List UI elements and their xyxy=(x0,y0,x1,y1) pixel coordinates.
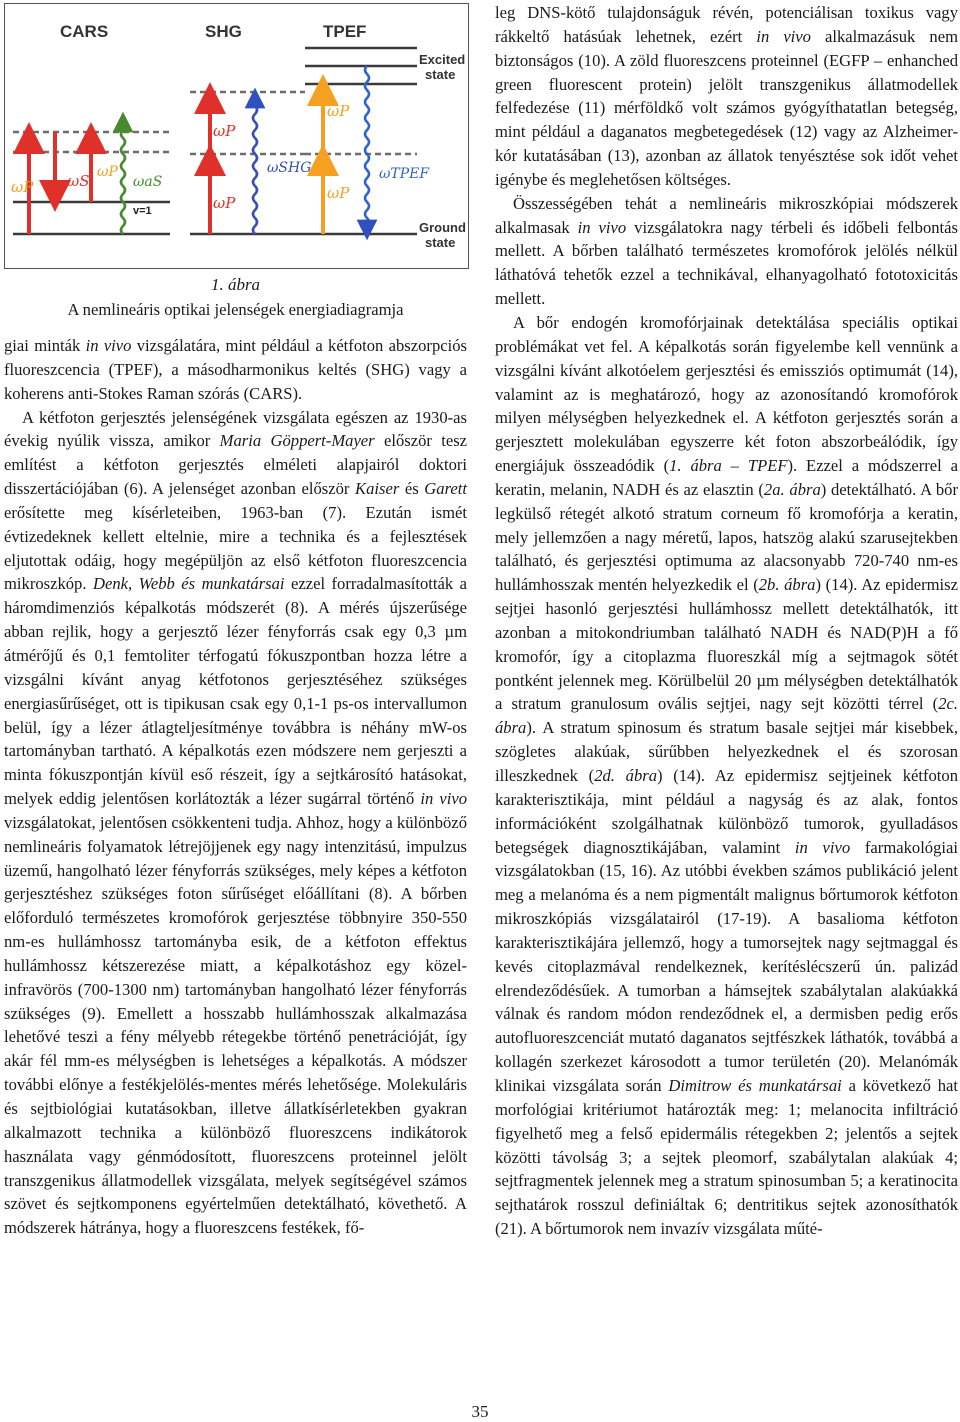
figure-caption-number: 1. ábra xyxy=(210,275,261,294)
cars-wp-label: ωP xyxy=(11,178,34,196)
tpef-wp-lower-label: ωP xyxy=(327,184,350,202)
cars-ws-label: ωS xyxy=(67,172,90,190)
shg-wp-lower-label: ωP xyxy=(213,194,236,212)
shg-wshg-label: ωSHG xyxy=(267,160,312,176)
cars-v1-label: v=1 xyxy=(133,205,152,217)
right-paragraph: Összességében tehát a nemlineáris mikroszkópiai módszerek alkalmasak in vivo vizsgálatokra nagy térbeli és időbeli felbontás mellett. A bőrben található természetes kromofórok jelölés nélkül láthatóvá tehetők ezzel a technikával, elhanyagolható fototoxicitás mellett. xyxy=(495,193,958,309)
right-text-column xyxy=(495,1,958,1241)
excited-state-label: Excited state xyxy=(419,52,466,82)
left-paragraph: A kétfoton gerjesztés jelenségének vizsgálata egészen az 1930-as évekig nyúlik vissza, amikor Maria Göppert-Mayer először tesz említést a kétfoton gerjesztés elméleti alapjairól doktori disszertációjában (6). A jelenséget azonban először Kaiser és Garett erősítette meg kísérleteiben, 1963-ban (7). Ezután ismét évtizedeknek kellett eltelnie, mire a technika és a fejlesztések eljutottak odáig, hogy megépüljön az első kétfoton fluoreszcencia mikroszkóp. Denk, Webb és munkatársai ezzel forradalmasították a háromdimenziós képalkotás módszerét (8). A mérés újszerűsége abban rejlik, hogy a gerjesztő lézer fényforrás csak egy 0,3 µm átmérőjű és 0,1 femtoliter térfogatú fókuszpontban hozza létre a vizsgálni kívánt anyag kétfotonos gerjesztéséhez szükséges energiasűrűséget, ott is tipikusan csak egy 0,1-1 ps-os intervallumon belül, így a lézer átlagteljesítménye továbbra is néhány mW-os tartományban tartható. A képalkotás ezen módszere nem gerjeszti a minta fókuszpontján kívül eső részeit, így a sejtkárosító hatásokat, melyek eddig jelentősen korlátozták a lézer sugárral történő in vivo vizsgálatokat, jelentősen csökkenteni tudja. Ahhoz, hogy a különböző nemlineáris folyamatok létrejöjjenek egy nagy intenzitású, impulzus üzemű, hangolható lézer fényforrás szükséges, mely képes a kétfoton gerjesztéshez szükséges foton sűrűséget előállítani (8). A bőrben előforduló természetes kromofórok gerjesztése többnyire 350-550 nm-es hullámhossz tartományba esik, de a kétfoton effektus hullámhossz kétszerezése miatt, a képalkotáshoz egy közel-infravörös (700-1300 nm) tartományban hangolható lézer fényforrás szükséges (9). Emellett a hosszabb hullámhosszak alkalmazása lehetővé teszi a fény mélyebb rétegekbe történő penetrációját, így akár fél mm-es mélységben is lehetséges a képalkotás. A módszer további előnye a festékjelölés-mentes mérés lehetősége. Molekuláris és sejtbiológiai kutatásokban, illetve állatkísérletekben gyakran alkalmazott technika a különböző fluoreszcens indikátorok használata vagy génmódosított, fluoreszcens proteinnel jelölt transzgenikus állatmodellek vizsgálata, melyek segítségével számos szövet és sejtkomponens egyértelműen detektálható, követhető. A módszerek hátránya, hogy a fluoreszcens festékek, fő- xyxy=(4,407,468,1238)
shg-wp-upper-label: ωP xyxy=(213,122,236,140)
tpef-wtpef-label: ωTPEF xyxy=(379,166,430,182)
right-paragraph: leg DNS-kötő tulajdonságuk révén, potenciálisan toxikus vagy rákkeltő hatásúak lehetnek, ezért in vivo alkalmazásuk nem biztonságos (10). A zöld fluoreszcens proteinnel (EGFP – enhanched green fluorescent protein) jelölt transzgenikus állatmodellek felfedezése (11) mérföldkő volt számos gyógyíthatatlan betegség, mint például a daganatos megbetegedések (12) vagy az Alzheimer-kór kutatásában (13), azonban az állatok tenyésztése sok időt vehet igénybe és meglehetősen költséges. xyxy=(495,3,958,189)
cars-was-label: ωaS xyxy=(133,174,163,190)
ground-state-label: Ground state xyxy=(419,220,466,250)
left-text-column xyxy=(4,334,467,1240)
panel-label-shg: SHG xyxy=(205,22,242,41)
tpef-wp-upper-label: ωP xyxy=(327,102,350,120)
panel-label-cars: CARS xyxy=(60,22,109,41)
right-paragraph: A bőr endogén kromofórjainak detektálása speciális optikai problémákat vet fel. A képalkotás során figyelembe kell vennünk a vizsgálni kívánt alkotóelem gerjesztési és emissziós optimumát (14), valamint az is meghatározó, hogy az azonosítandó kromofórok milyen mélységben helyezkednek el. A kétfoton gerjesztés során a gerjesztett molekulában egyszerre két foton abszorbeálódik, így energiájuk összeadódik (1. ábra – TPEF). Ezzel a módszerrel a keratin, melanin, NADH és az elasztin (2a. ábra) detektálható. A bőr legkülső rétegét alkotó stratum corneum fő kromofórja a keratin, mely jellemzően a nagy méretű, lapos, hatszög alakú szarusejtekben található, és gerjesztési optimuma az alacsonyabb 720-740 nm-es hullámhosszak mentén helyezkedik el (2b. ábra) (14). Az epidermisz sejtjei hasonló gerjesztési hullámhossz mellett detektálhatók, itt azonban a mitokondriumban található NADH és NAD(P)H a fő kromofór, így a citoplazma fluoreszkál míg a sejtmagok sötét pontként jelennek meg. Körülbelül 20 µm mélységben detektálhatók a stratum granulosum ovális sejtjei, nagy sejt közötti térrel (2c. ábra). A stratum spinosum és stratum basale sejtjei már kisebbek, szögletes alakúak, sűrűbben helyezkednek el és szorosan illeszkednek (2d. ábra) (14). Az epidermisz sejtjeinek kétfoton karakterisztikája, mint például a nagyság és az alak, fontos információként szolgálhatnak különböző tumorok, gyulladásos betegségek diagnosztikájában, valamint in vivo farmakológiai vizsgálatokban (15, 16). Az utóbbi években számos publikáció jelent meg a melanóma és a nem pigmentált malignus bőrtumorok kétfoton mikroszkópiás vizsgálatairól (17-19). A basalioma kétfoton karakterisztikájára jellemző, hogy a tumorsejtek nagy sejtmaggal és kevés citoplazmával rendelkeznek, kerítéslécszerű ún. palizád elrendeződésűek. A tumorban a hámsejtek szabálytalan alakúakká válnak és random módon rendeződnek el, a dermisben pedig erős autofluoreszcenciát mutató daganatos sejtfészkek láthatók, továbbá a kollagén szerkezet károsodott a tumor területén (20). Melanómák klinikai vizsgálata során Dimitrow és munkatársai a következő hat morfológiai kritériumot határozták meg: 1; melanocita infiltráció figyelhető meg a felső epidermális rétegekben 2; jelentős a sejtek közötti távolság 3; a sejtek pleomorf, szabálytalan alakúak 4; sejtfragmentek jelennek meg a stratum spinosumban 5; a keratinocita sejthatárok rosszul definiáltak 6; dentritikus sejtek azonosíthatók (21). A bőrtumorok nem invazív vizsgálata műté- xyxy=(495,312,958,1239)
figure-caption-title: A nemlineáris optikai jelenségek energiadiagramja xyxy=(67,300,404,319)
cars-wp2-label: ωP xyxy=(97,164,118,180)
left-paragraph: giai minták in vivo vizsgálatára, mint például a kétfoton abszorpciós fluoreszcencia (TPEF), a másodharmonikus keltés (SHG) vagy a koherens anti-Stokes Raman szórás (CARS). xyxy=(4,336,467,403)
energy-diagram-figure xyxy=(4,3,469,269)
page-number: 35 xyxy=(471,1402,489,1421)
energy-diagram xyxy=(5,4,468,268)
panel-label-tpef: TPEF xyxy=(323,22,367,41)
